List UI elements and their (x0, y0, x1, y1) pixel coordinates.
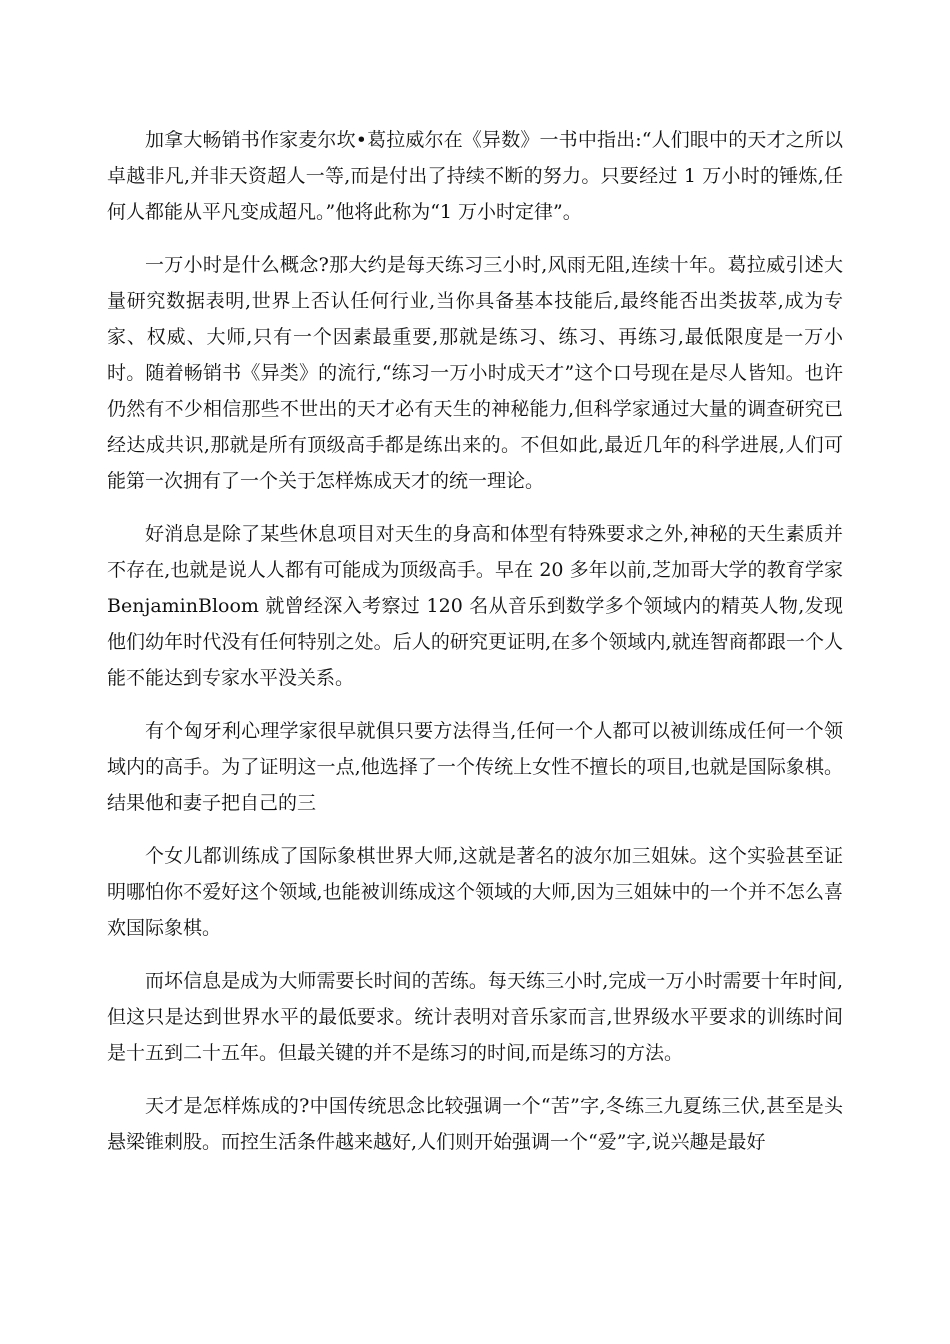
paragraph-6: 而坏信息是成为大师需要长时间的苦练。每天练三小时,完成一万小时需要十年时间,但这只是达到世界水平的最低要求。统计表明对音乐家而言,世界级水平要求的训练时间是十五到二十五年。但最关键的并不是练习的时间,而是练习的方法。 (107, 970, 843, 1064)
document-body (107, 122, 843, 1177)
paragraph-2: 一万小时是什么概念?那大约是每天练习三小时,风雨无阻,连续十年。葛拉威引述大量研究数据表明,世界上否认任何行业,当你具备基本技能后,最终能否出类拔萃,成为专家、权威、大师,只有一个因素最重要,那就是练习、练习、再练习,最低限度是一万小时。随着畅销书《异类》的流行,“练习一万小时成天才”这个口号现在是尽人皆知。也许仍然有不少相信那些不世出的天才必有天生的神秘能力,但科学家通过大量的调查研究已经达成共识,那就是所有顶级高手都是练出来的。不但如此,最近几年的科学进展,人们可能第一次拥有了一个关于怎样炼成天才的统一理论。 (107, 254, 843, 492)
paragraph-3: 好消息是除了某些休息项目对天生的身高和体型有特殊要求之外,神秘的天生素质并不存在,也就是说人人都有可能成为顶级高手。早在 20 多年以前,芝加哥大学的教育学家 BenjaminBloom 就曾经深入考察过 120 名从音乐到数学多个领域内的精英人物,发现他们幼年时代没有任何特别之处。后人的研究更证明,在多个领域内,就连智商都跟一个人能不能达到专家水平没关系。 (107, 523, 843, 689)
paragraph-4: 有个匈牙利心理学家很早就俱只要方法得当,任何一个人都可以被训练成任何一个领域内的高手。为了证明这一点,他选择了一个传统上女性不擅长的项目,也就是国际象棋。结果他和妻子把自己的三 (107, 720, 843, 814)
paragraph-5: 个女儿都训练成了国际象棋世界大师,这就是著名的波尔加三姐妹。这个实验甚至证明哪怕你不爱好这个领域,也能被训练成这个领域的大师,因为三姐妹中的一个并不怎么喜欢国际象棋。 (107, 845, 843, 939)
paragraph-1: 加拿大畅销书作家麦尔坎•葛拉威尔在《异数》一书中指出:“人们眼中的天才之所以卓越非凡,并非天资超人一等,而是付出了持续不断的努力。只要经过 1 万小时的锤炼,任何人都能从平凡变成超凡。”他将此称为“1 万小时定律”。 (107, 129, 843, 223)
paragraph-7: 天才是怎样炼成的?中国传统思念比较强调一个“苦”字,冬练三九夏练三伏,甚至是头悬梁锥刺股。而控生活条件越来越好,人们则开始强调一个“爱”字,说兴趣是最好 (107, 1095, 843, 1153)
